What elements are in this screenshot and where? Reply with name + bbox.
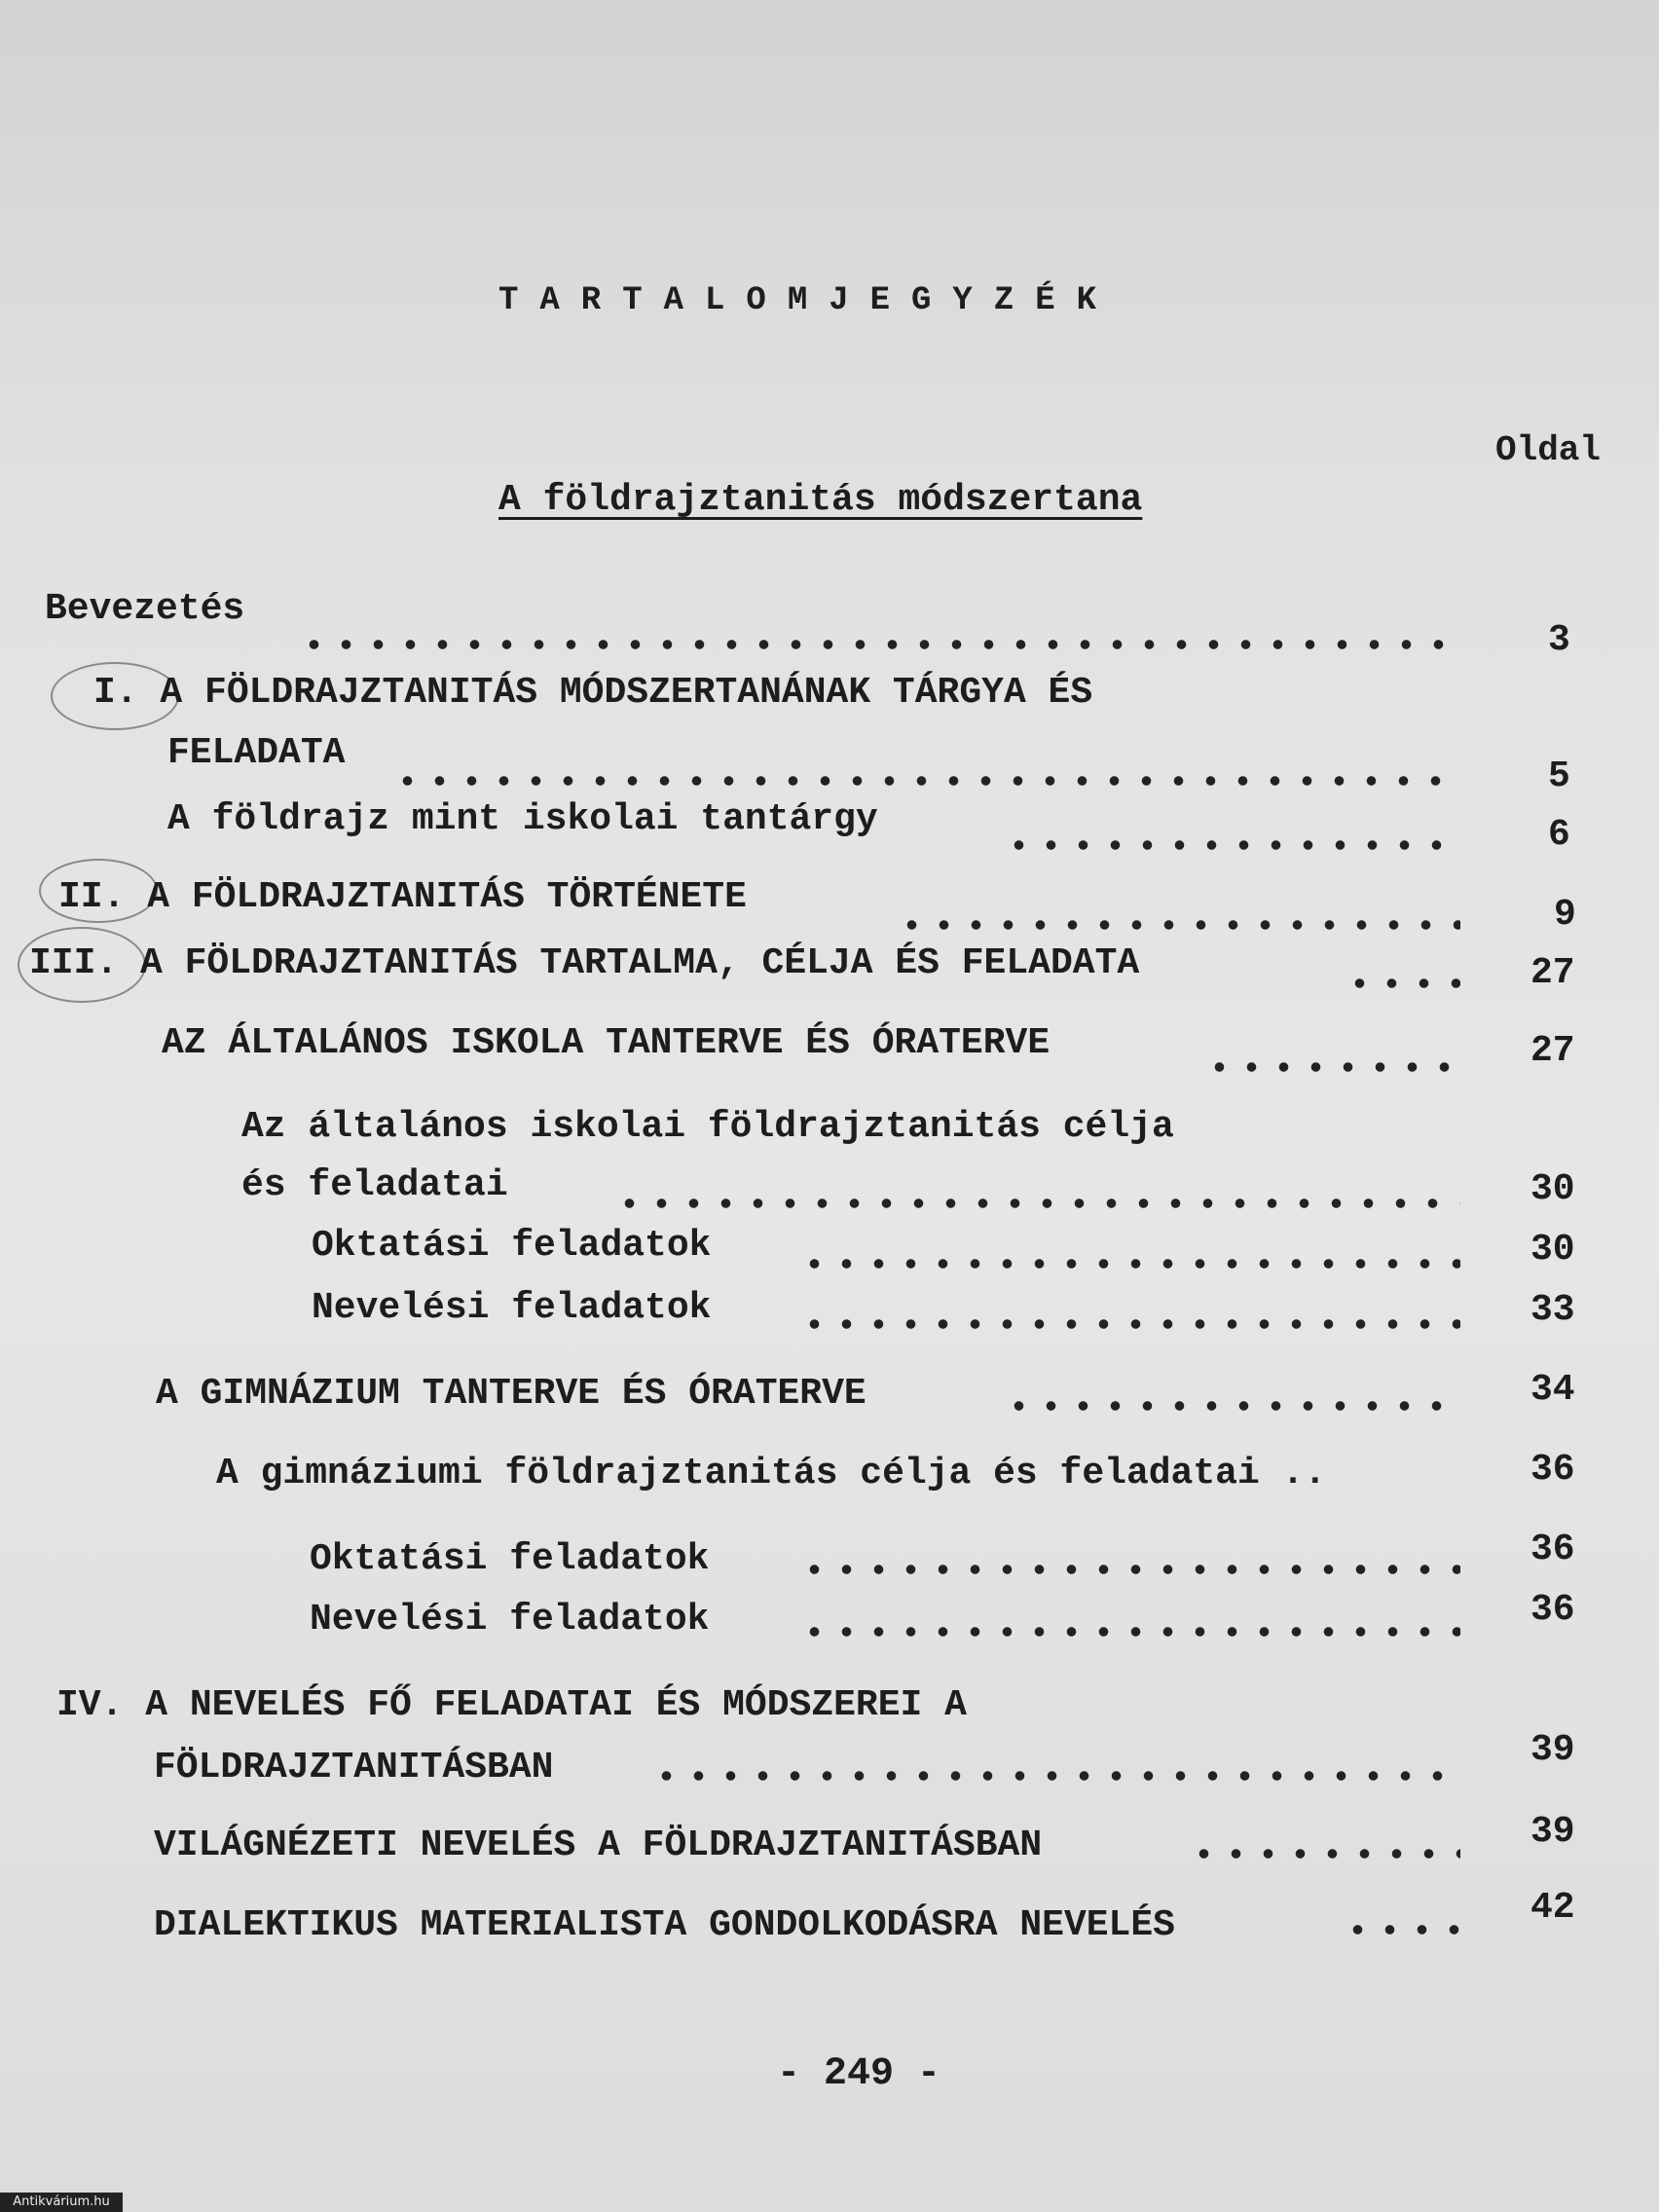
toc-page-number: 34 bbox=[1530, 1369, 1575, 1411]
toc-entry-text: I. A FÖLDRAJZTANITÁS MÓDSZERTANÁNAK TÁRGYA ÉS bbox=[93, 672, 1093, 714]
toc-entry-text: Az általános iskolai földrajztanitás célja bbox=[241, 1106, 1174, 1148]
toc-entry-text: DIALEKTIKUS MATERIALISTA GONDOLKODÁSRA NEVELÉS bbox=[154, 1904, 1175, 1946]
leader-dots bbox=[798, 1318, 1460, 1330]
toc-entry-text: AZ ÁLTALÁNOS ISKOLA TANTERVE ÉS ÓRATERVE bbox=[162, 1022, 1051, 1064]
toc-entry-text: és feladatai bbox=[241, 1164, 508, 1206]
leader-dots bbox=[613, 1198, 1460, 1209]
toc-entry-text: A földrajz mint iskolai tantárgy bbox=[167, 798, 878, 840]
toc-entry-text: A gimnáziumi földrajztanitás célja és feladatai .. bbox=[216, 1453, 1327, 1494]
toc-entry-text: Nevelési feladatok bbox=[310, 1599, 710, 1641]
toc-page-number: 33 bbox=[1530, 1289, 1575, 1331]
toc-entry-text: Nevelési feladatok bbox=[312, 1287, 712, 1329]
leader-dots bbox=[798, 1258, 1460, 1270]
page-column-header: Oldal bbox=[1495, 430, 1602, 470]
toc-page-number: 36 bbox=[1530, 1449, 1575, 1491]
leader-dots bbox=[1342, 1924, 1460, 1936]
leader-dots bbox=[1003, 1400, 1460, 1412]
toc-page-number: 42 bbox=[1530, 1887, 1575, 1929]
toc-page-number: 5 bbox=[1548, 756, 1570, 797]
leader-dots bbox=[391, 775, 1460, 787]
toc-page-number: 27 bbox=[1530, 1030, 1575, 1072]
toc-entry-text: IV. A NEVELÉS FŐ FELADATAI ÉS MÓDSZEREI A bbox=[56, 1684, 967, 1726]
toc-page-number: 3 bbox=[1548, 619, 1570, 661]
toc-entry-text: Bevezetés bbox=[45, 588, 245, 630]
toc-entry-text: Oktatási feladatok bbox=[310, 1538, 710, 1580]
toc-page-number: 30 bbox=[1530, 1229, 1575, 1271]
toc-page-number: 9 bbox=[1554, 894, 1576, 936]
toc-page-number: 39 bbox=[1530, 1811, 1575, 1853]
leader-dots bbox=[798, 1564, 1460, 1575]
toc-page-number: 30 bbox=[1530, 1168, 1575, 1210]
leader-dots bbox=[650, 1770, 1460, 1782]
leader-dots bbox=[298, 639, 1456, 650]
toc-entry-text: FÖLDRAJZTANITÁSBAN bbox=[154, 1747, 554, 1788]
leader-dots bbox=[1344, 977, 1460, 989]
toc-entry-text: III. A FÖLDRAJZTANITÁS TARTALMA, CÉLJA ÉS FELADATA bbox=[29, 942, 1140, 984]
toc-entry-text: II. A FÖLDRAJZTANITÁS TÖRTÉNETE bbox=[58, 876, 747, 918]
toc-entry-text: FELADATA bbox=[167, 732, 346, 774]
page-title: TARTALOMJEGYZÉK bbox=[498, 282, 1119, 319]
watermark: Antikvárium.hu bbox=[0, 2193, 123, 2212]
toc-entry-text: A GIMNÁZIUM TANTERVE ÉS ÓRATERVE bbox=[156, 1373, 866, 1415]
leader-dots bbox=[1003, 839, 1460, 851]
toc-page-number: 36 bbox=[1530, 1589, 1575, 1631]
toc-page-number: 39 bbox=[1530, 1729, 1575, 1771]
toc-page-number: 27 bbox=[1530, 952, 1575, 994]
section-subtitle: A földrajztanitás módszertana bbox=[498, 479, 1143, 521]
leader-dots bbox=[1188, 1848, 1460, 1860]
toc-page-number: 36 bbox=[1530, 1529, 1575, 1570]
toc-entry-text: Oktatási feladatok bbox=[312, 1225, 712, 1267]
leader-dots bbox=[1203, 1061, 1460, 1073]
toc-page-number: 6 bbox=[1548, 814, 1570, 856]
leader-dots bbox=[798, 1626, 1460, 1638]
toc-entry-text: VILÁGNÉZETI NEVELÉS A FÖLDRAJZTANITÁSBAN bbox=[154, 1825, 1043, 1866]
leader-dots bbox=[896, 919, 1460, 931]
page-number: - 249 - bbox=[777, 2052, 941, 2096]
